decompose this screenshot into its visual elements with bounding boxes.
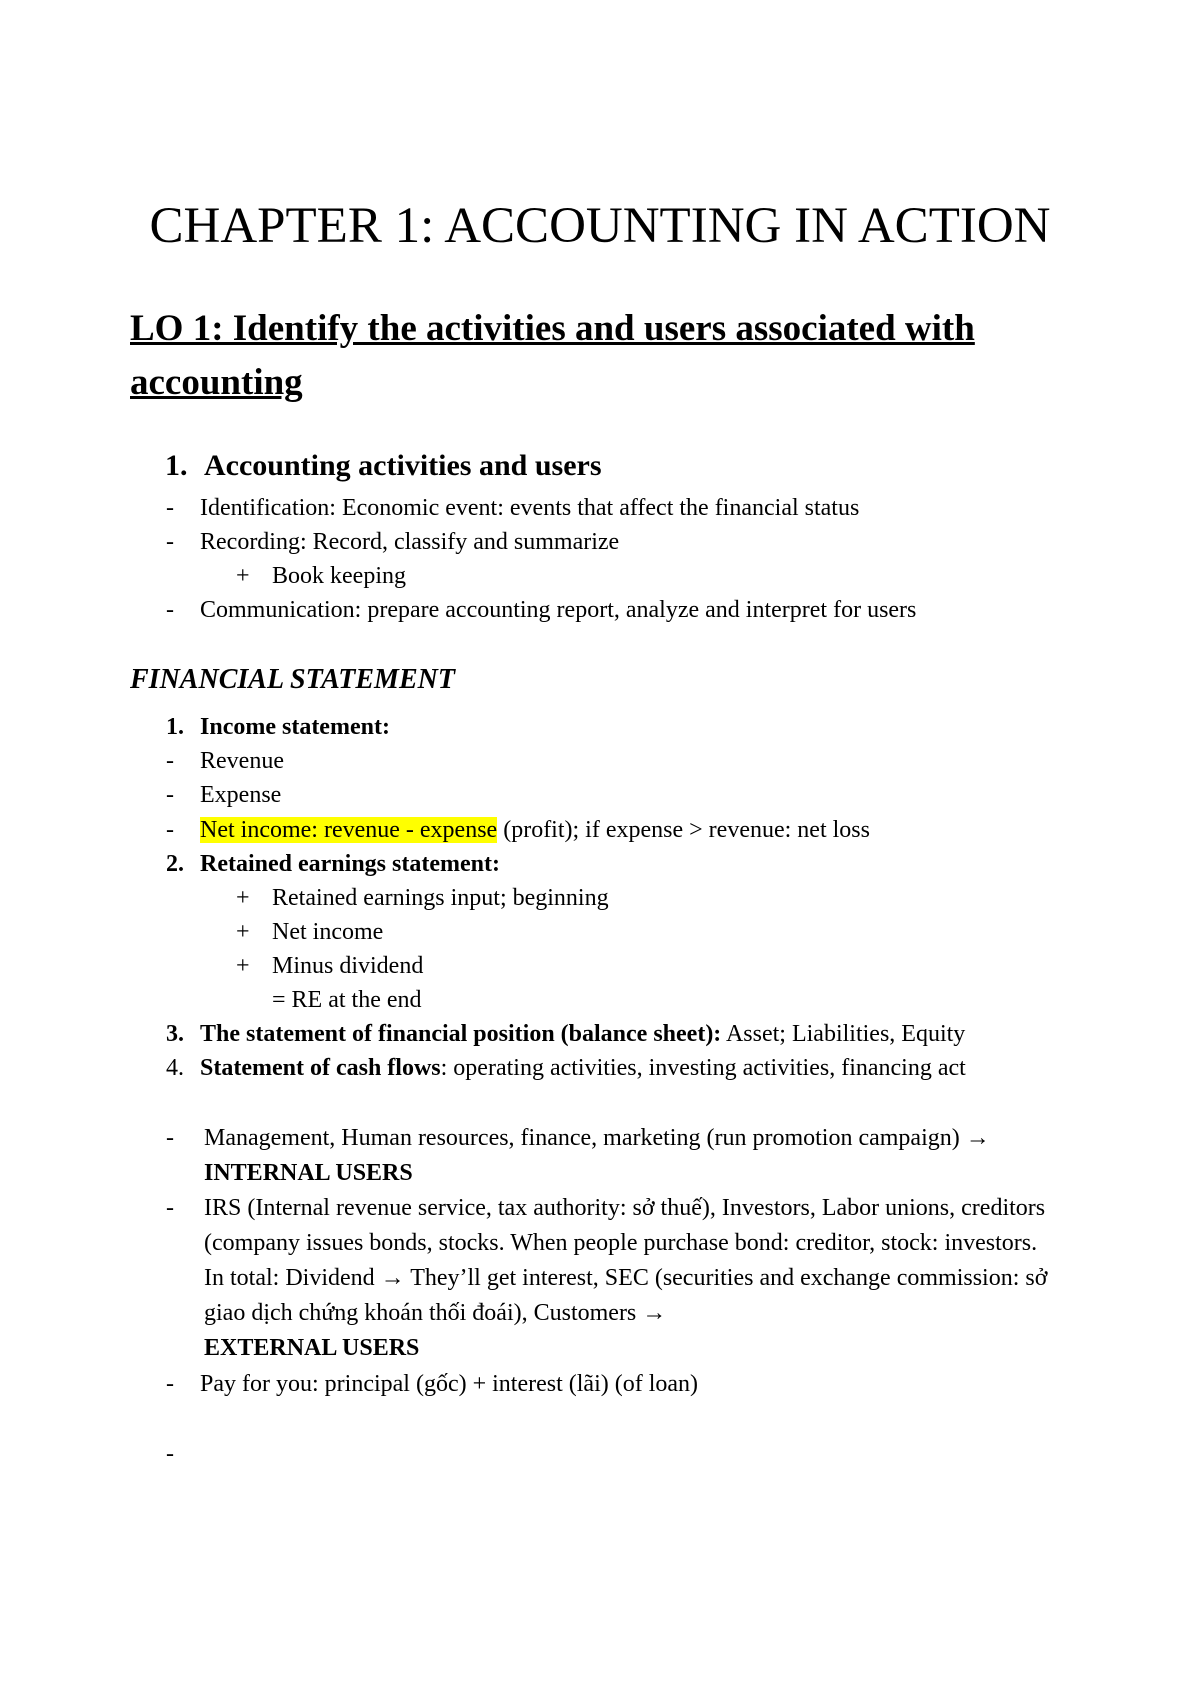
balance-sheet-item [200,1017,965,1051]
list-item-bookkeeping: Book keeping [272,563,406,589]
financial-statement-heading: FINANCIAL STATEMENT [130,664,455,695]
bullet-dash: - [166,1195,174,1221]
section1-number: 1. [165,449,188,482]
list-item-identification: Identification: Economic event: events that affect the financial status [200,495,860,521]
bullet-plus: + [236,919,250,945]
retained-earnings-label: Retained earnings statement: [200,851,500,877]
internal-users-item [204,1121,1084,1191]
list-item-communication: Communication: prepare accounting report, analyze and interpret for users [200,597,917,623]
internal-users-text: Management, Human resources, finance, marketing (run promotion campaign) → [204,1125,990,1151]
external-users-text: IRS (Internal revenue service, tax authority: sở thuế), Investors, Labor unions, creditors (company issues bonds, stocks. When people purchase bond: creditor, stock: investors. In total: Dividend → They’ll get interest, SEC (securities and exchange commission: sở giao dịch chứng khoán thối đoái), Customers → [204,1195,1048,1326]
bullet-dash-empty: - [166,1441,174,1467]
bullet-plus: + [236,563,250,589]
bullet-dash: - [166,495,174,521]
net-income-highlight: Net income: revenue - expense [200,817,498,843]
external-users-label: EXTERNAL USERS [204,1335,420,1361]
re-item-beginning: Retained earnings input; beginning [272,885,609,911]
bullet-plus: + [236,885,250,911]
bullet-dash: - [166,1371,174,1397]
net-income-item [200,813,870,847]
balance-sheet-label: The statement of financial position (balance sheet): [200,1021,722,1047]
net-income-rest: (profit); if expense > revenue: net loss [497,817,870,843]
re-item-dividend: Minus dividend [272,953,424,979]
number-4: 4. [166,1055,184,1081]
bullet-dash: - [166,597,174,623]
expense-item: Expense [200,782,282,808]
bullet-dash: - [166,782,174,808]
section1-title: Accounting activities and users [204,449,602,482]
external-users-item [204,1191,1056,1366]
bullet-dash: - [166,817,174,843]
section1-heading [165,446,602,486]
chapter-title: CHAPTER 1: ACCOUNTING IN ACTION [149,198,1051,254]
cash-flows-label: Statement of cash flows [200,1055,441,1081]
bullet-dash: - [166,1125,174,1151]
lo1-heading: LO 1: Identify the activities and users associated with accounting [130,308,975,403]
cash-flows-item [200,1051,966,1085]
list-item-recording: Recording: Record, classify and summarize [200,529,620,555]
cash-flows-rest: : operating activities, investing activities, financing act [440,1055,966,1081]
bullet-plus: + [236,953,250,979]
pay-for-you-item: Pay for you: principal (gốc) + interest (lãi) (of loan) [200,1371,699,1397]
re-result: = RE at the end [272,987,422,1013]
number-2: 2. [166,851,184,877]
number-1: 1. [166,714,184,740]
balance-sheet-rest: Asset; Liabilities, Equity [721,1021,966,1047]
revenue-item: Revenue [200,748,284,774]
income-statement-label: Income statement: [200,714,390,740]
bullet-dash: - [166,748,174,774]
internal-users-label: INTERNAL USERS [204,1160,413,1186]
number-3: 3. [166,1021,184,1047]
bullet-dash: - [166,529,174,555]
re-item-net-income: Net income [272,919,384,945]
